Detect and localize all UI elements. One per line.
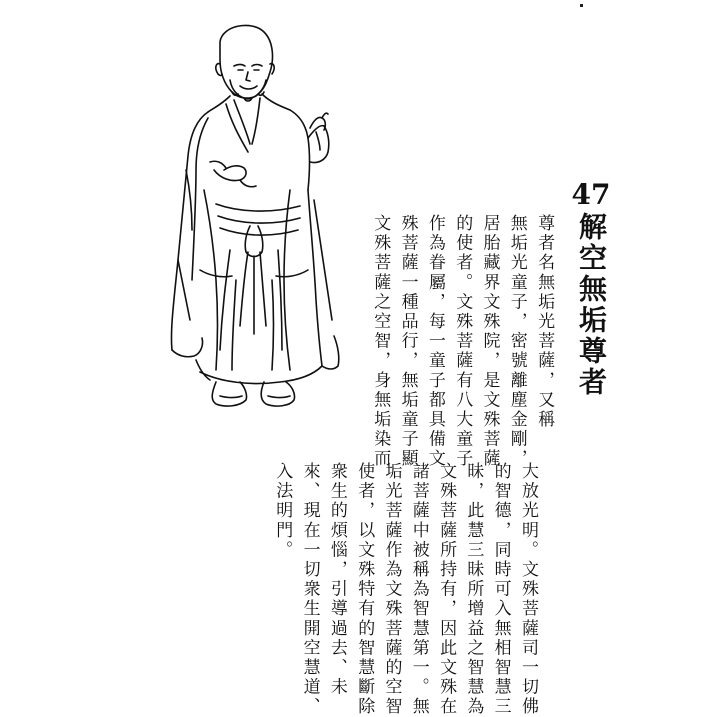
chapter-title: 解空無垢尊者 [575, 212, 608, 398]
chapter-number: 47 [571, 178, 611, 211]
monk-illustration [160, 20, 350, 420]
body-text-block-1: 尊者名無垢光菩薩，又稱 無垢光童子，密號離塵金剛， 居胎藏界文殊院，是文殊菩薩 的使者。文殊菩薩有八大童子 作為眷屬，每一童子都具備文 殊菩薩一種品行，無垢童子顯 文殊菩薩之空智，身無垢染而 [370, 214, 555, 469]
printer-mark [580, 4, 583, 7]
body-text-block-2: 大放光明。文殊菩薩司一切佛 的智德，同時可入無相智慧三 昧，此慧三昧所增益之智慧為 文殊菩薩所持有，因此文殊在 諸菩薩中被稱為智慧第一。無 垢光菩薩作為文殊菩薩的空智 使者，以文殊特有的智慧斷除 衆生的煩惱，引導過去、未 來、現在一切衆生開空慧道、 入法明門。 [272, 462, 538, 717]
chapter-heading [566, 180, 616, 398]
